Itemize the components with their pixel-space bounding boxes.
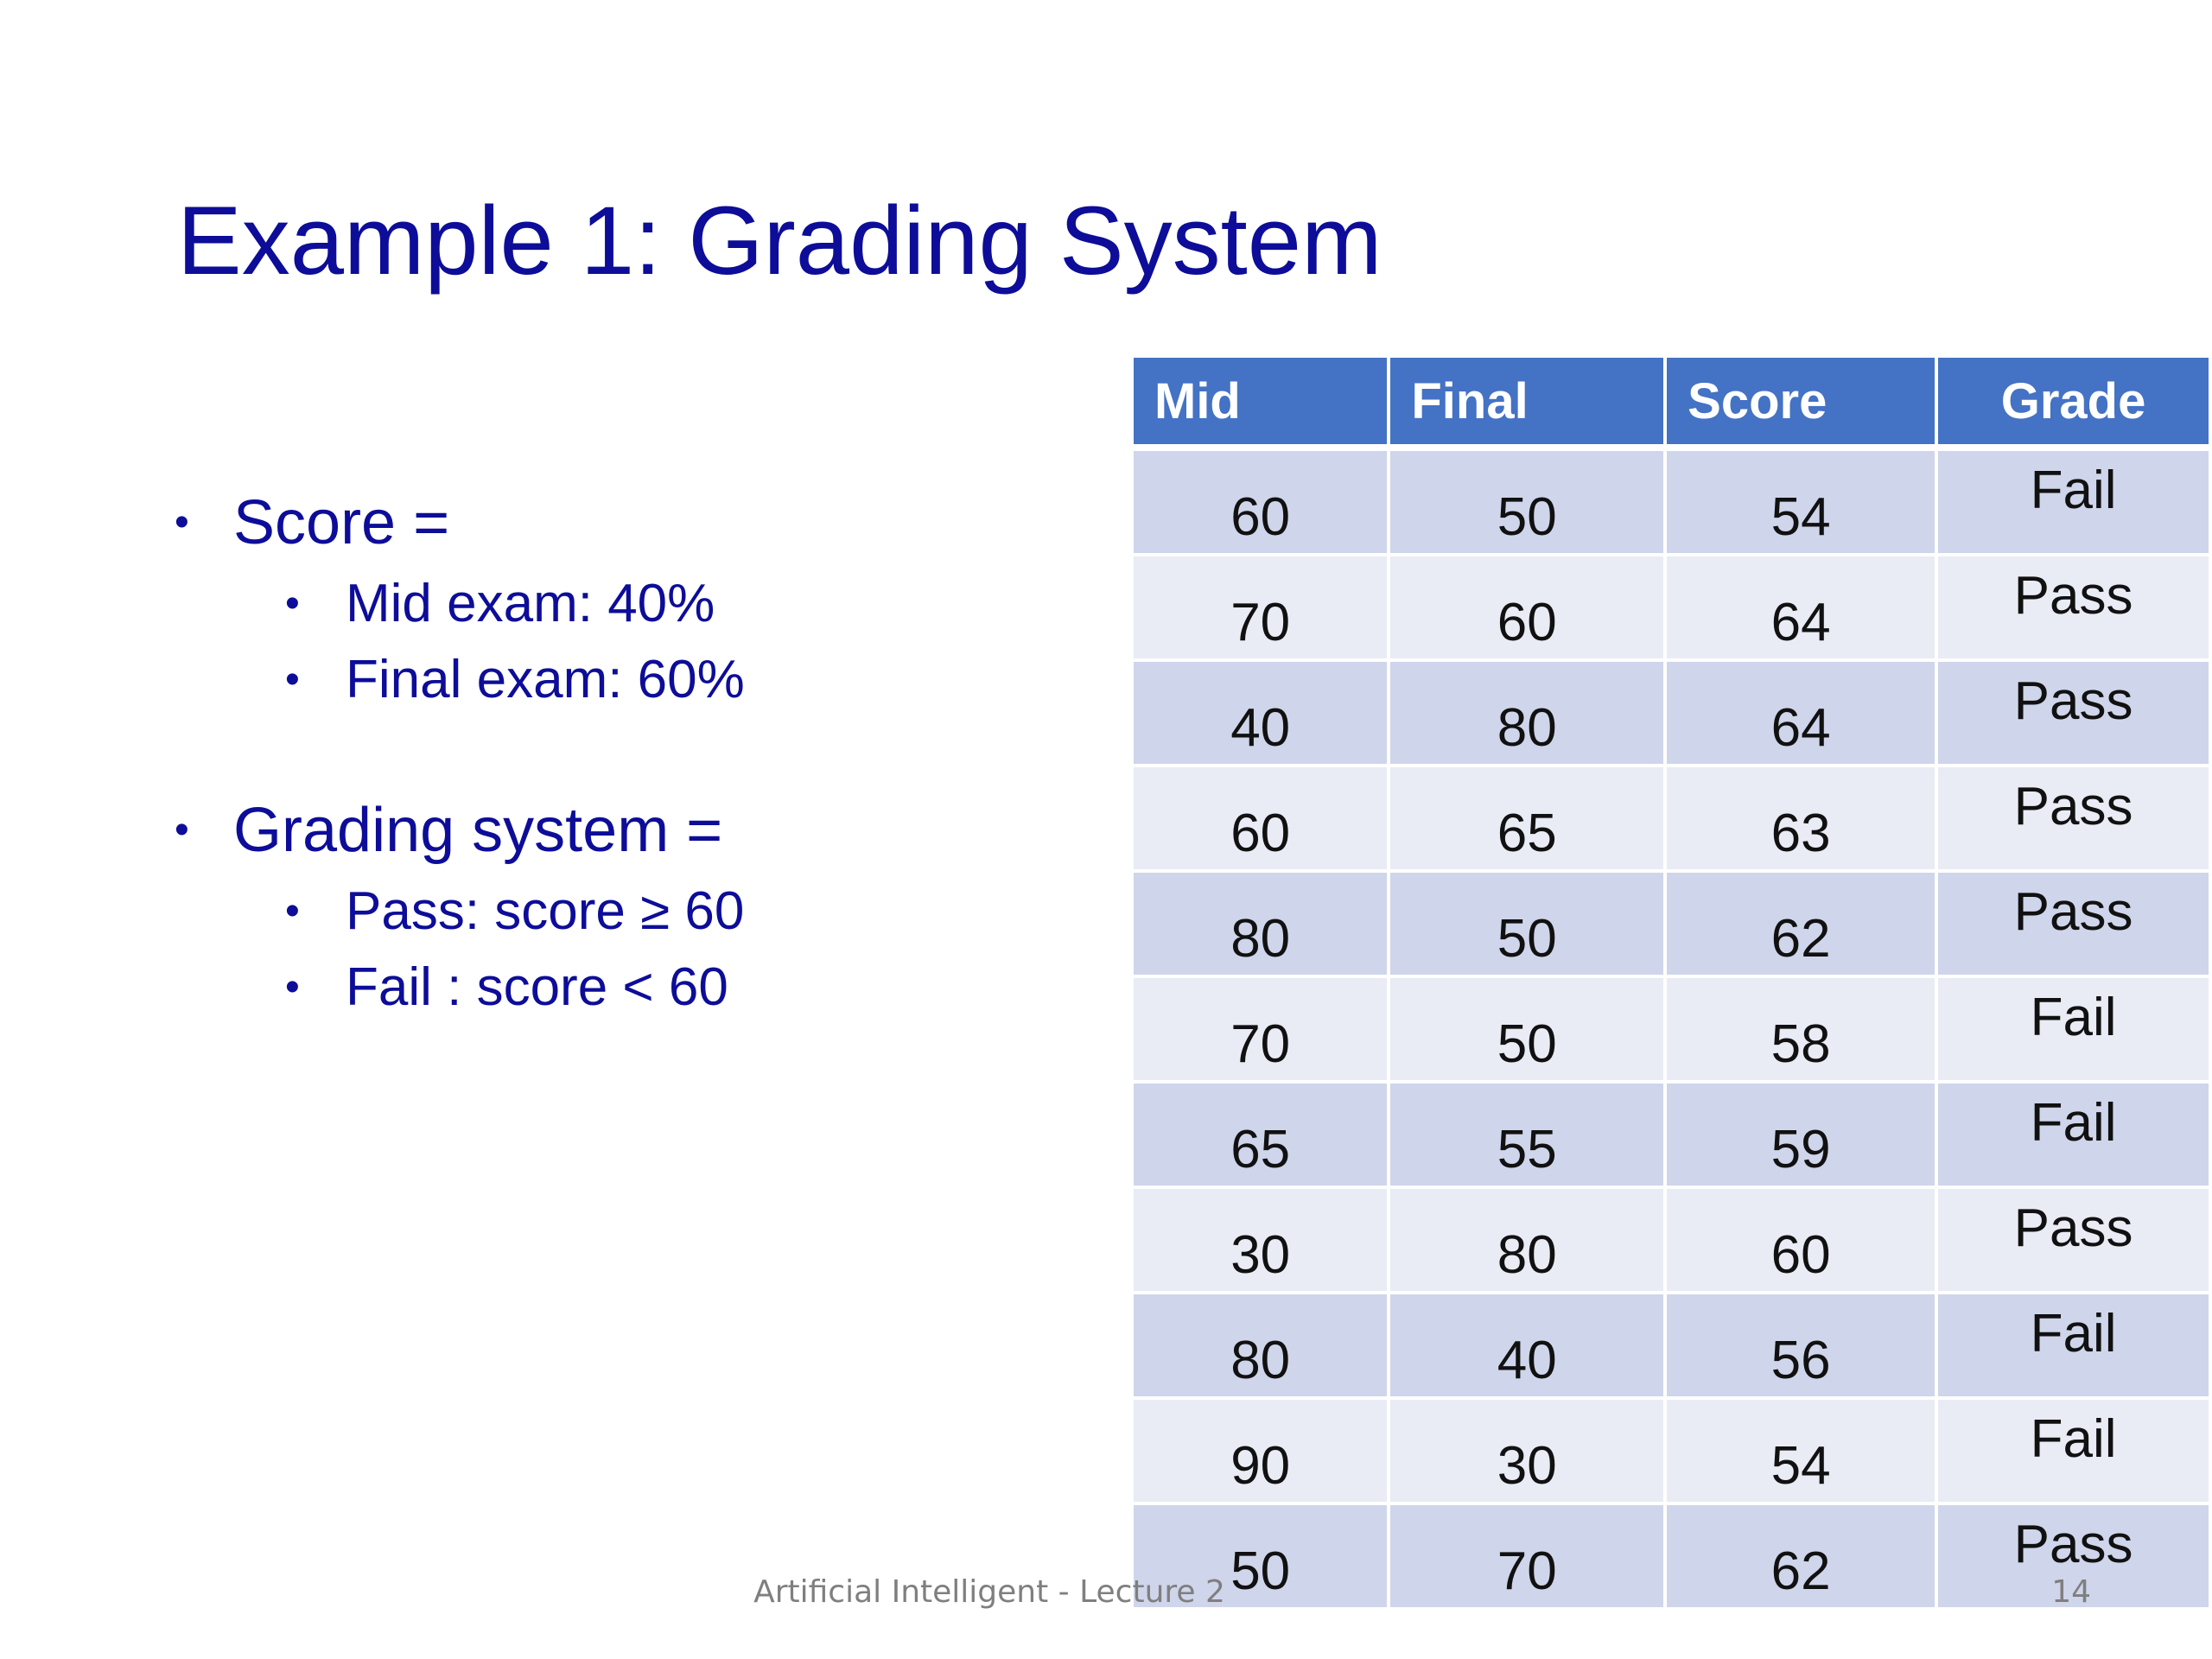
cell-mid: 80 — [1134, 873, 1387, 975]
bullet-dot-icon: • — [285, 888, 300, 934]
cell-grade: Pass — [1938, 767, 2209, 869]
table-row — [1134, 767, 2209, 869]
column-header-score: Score — [1667, 358, 1935, 444]
cell-score: 54 — [1667, 1400, 1935, 1502]
slide-title: Example 1: Grading System — [177, 187, 1382, 295]
cell-final: 30 — [1390, 1400, 1663, 1502]
table-row — [1134, 1084, 2209, 1185]
cell-mid: 70 — [1134, 556, 1387, 658]
sub-bullet-text: Mid exam: 40% — [346, 574, 715, 633]
bullet-item — [173, 787, 1037, 874]
table-row — [1134, 978, 2209, 1080]
cell-mid: 90 — [1134, 1400, 1387, 1502]
cell-score: 60 — [1667, 1189, 1935, 1291]
cell-mid: 70 — [1134, 978, 1387, 1080]
cell-grade: Fail — [1938, 1084, 2209, 1185]
column-header-mid: Mid — [1134, 358, 1387, 444]
bullet-list — [173, 480, 1037, 1026]
cell-grade: Fail — [1938, 1400, 2209, 1502]
grade-table — [1130, 354, 2212, 1611]
table-row — [1134, 1400, 2209, 1502]
cell-score: 59 — [1667, 1084, 1935, 1185]
cell-mid: 60 — [1134, 448, 1387, 553]
sub-bullet-text: Pass: score ≥ 60 — [346, 881, 745, 941]
bullet-dot-icon: • — [175, 807, 189, 853]
table-row — [1134, 556, 2209, 658]
table-row — [1134, 1294, 2209, 1396]
cell-mid: 65 — [1134, 1084, 1387, 1185]
cell-grade: Pass — [1938, 873, 2209, 975]
cell-score: 56 — [1667, 1294, 1935, 1396]
sub-bullet-text: Final exam: 60% — [346, 650, 745, 709]
page-number: 14 — [2051, 1574, 2091, 1610]
cell-final: 40 — [1390, 1294, 1663, 1396]
cell-final: 80 — [1390, 1189, 1663, 1291]
cell-final: 60 — [1390, 556, 1663, 658]
cell-score: 64 — [1667, 556, 1935, 658]
cell-score: 58 — [1667, 978, 1935, 1080]
table-row — [1134, 1189, 2209, 1291]
bullet-dot-icon: • — [285, 657, 300, 702]
cell-mid: 30 — [1134, 1189, 1387, 1291]
cell-final: 80 — [1390, 662, 1663, 764]
cell-mid: 40 — [1134, 662, 1387, 764]
cell-grade: Pass — [1938, 662, 2209, 764]
table-row — [1134, 662, 2209, 764]
table-row — [1134, 873, 2209, 975]
cell-grade: Pass — [1938, 1189, 2209, 1291]
sub-bullet-item — [173, 874, 1037, 950]
table-row — [1134, 448, 2209, 553]
cell-score: 54 — [1667, 448, 1935, 553]
cell-score: 62 — [1667, 1505, 1935, 1607]
footer-text: Artificial Intelligent - Lecture 2 — [753, 1574, 1225, 1610]
cell-grade: Fail — [1938, 448, 2209, 553]
cell-mid: 50 — [1134, 1505, 1387, 1607]
cell-score: 62 — [1667, 873, 1935, 975]
sub-bullet-item — [173, 642, 1037, 718]
bullet-dot-icon: • — [175, 499, 189, 545]
cell-final: 65 — [1390, 767, 1663, 869]
cell-grade: Pass — [1938, 556, 2209, 658]
bullet-item — [173, 480, 1037, 566]
cell-grade: Fail — [1938, 978, 2209, 1080]
cell-score: 64 — [1667, 662, 1935, 764]
cell-mid: 60 — [1134, 767, 1387, 869]
cell-grade: Pass — [1938, 1505, 2209, 1607]
cell-mid: 80 — [1134, 1294, 1387, 1396]
cell-grade: Fail — [1938, 1294, 2209, 1396]
table-body — [1134, 448, 2209, 1607]
sub-bullet-text: Fail : score < 60 — [346, 957, 728, 1017]
cell-final: 50 — [1390, 873, 1663, 975]
cell-score: 63 — [1667, 767, 1935, 869]
bullet-group-grading — [173, 787, 1037, 1026]
column-header-final: Final — [1390, 358, 1663, 444]
sub-bullet-item — [173, 950, 1037, 1026]
cell-final: 70 — [1390, 1505, 1663, 1607]
bullet-dot-icon: • — [285, 964, 300, 1010]
cell-final: 55 — [1390, 1084, 1663, 1185]
cell-final: 50 — [1390, 978, 1663, 1080]
table-header-row — [1134, 358, 2209, 444]
bullet-text: Score = — [233, 488, 450, 557]
bullet-group-score — [173, 480, 1037, 718]
cell-final: 50 — [1390, 448, 1663, 553]
bullet-text: Grading system = — [233, 796, 723, 865]
column-header-grade: Grade — [1938, 358, 2209, 444]
sub-bullet-item — [173, 566, 1037, 642]
bullet-dot-icon: • — [285, 581, 300, 626]
